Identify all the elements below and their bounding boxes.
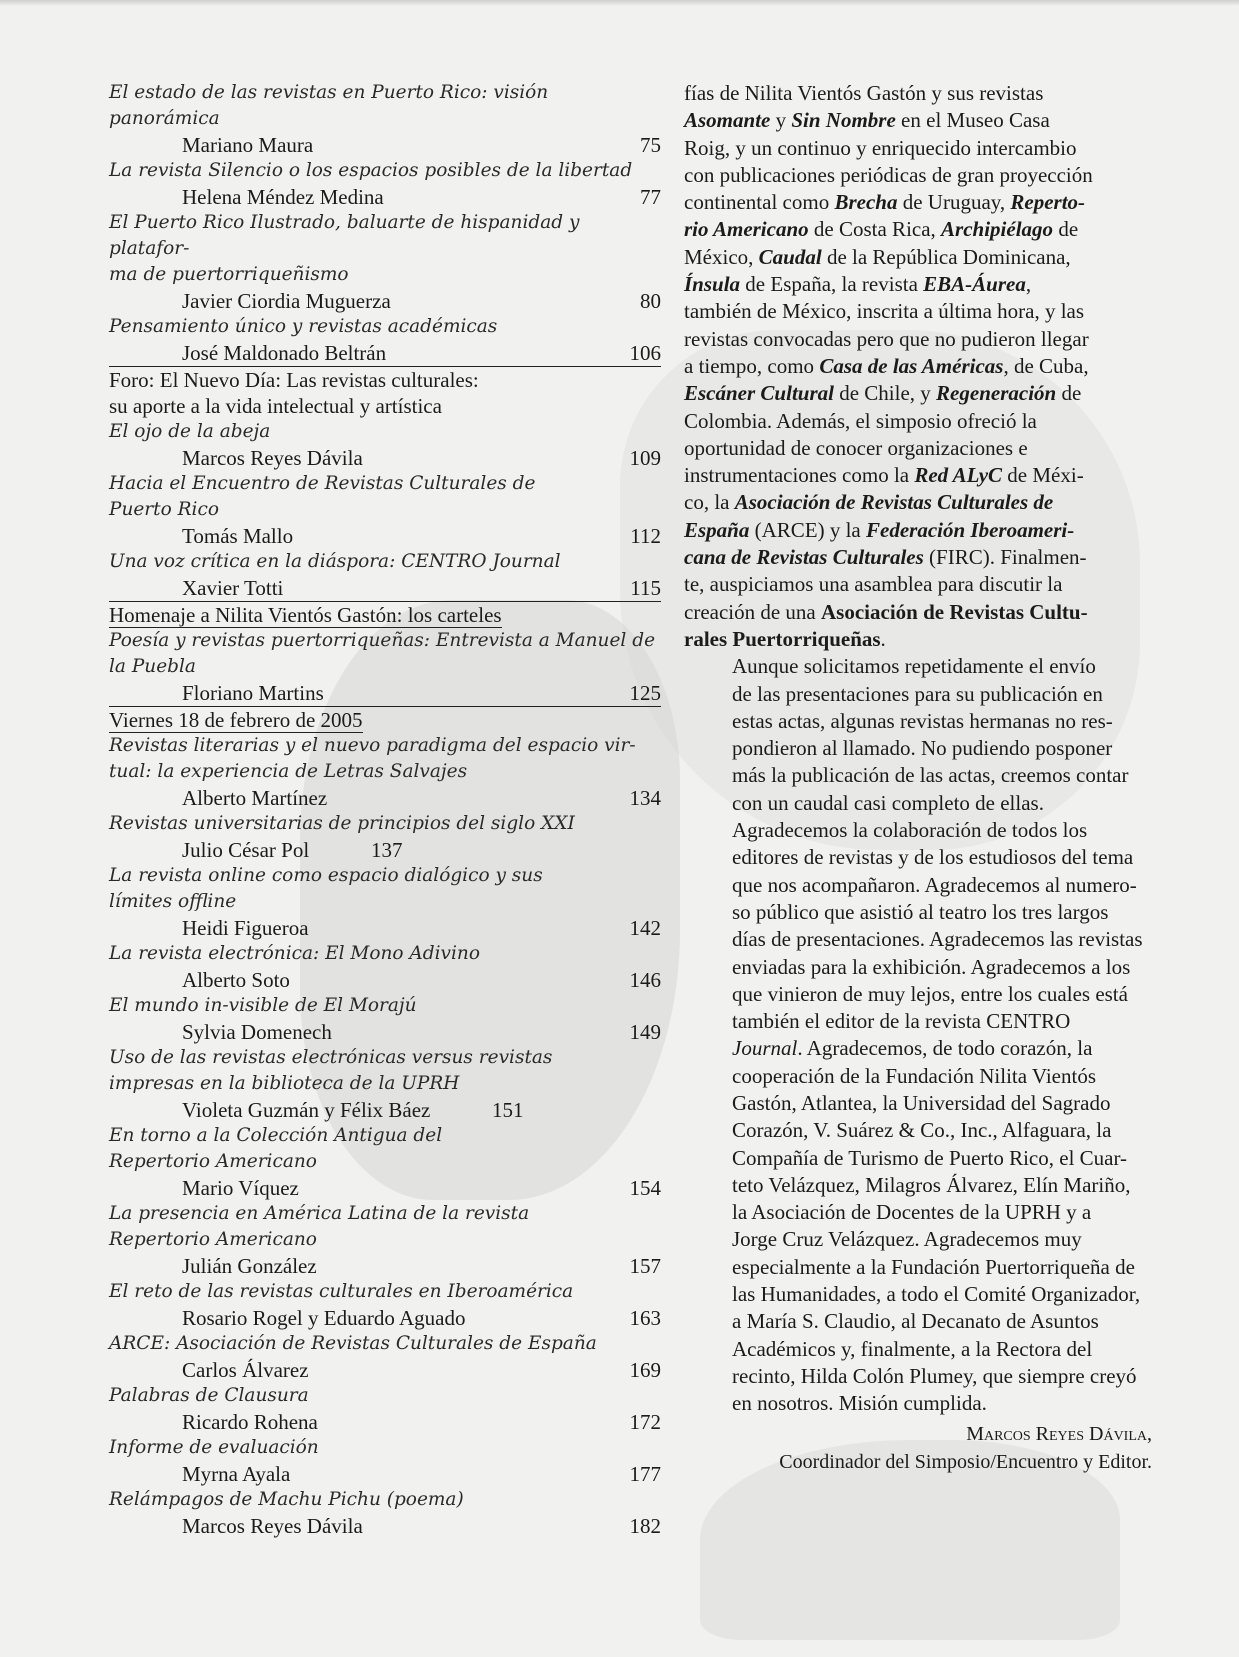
- body-line: Jorge Cruz Velázquez. Agradecemos muy: [732, 1227, 1082, 1252]
- toc-entry-author: José Maldonado Beltrán: [182, 341, 387, 365]
- toc-entry-line: [109, 785, 661, 811]
- toc-entry-page: 151: [492, 1098, 524, 1122]
- toc-entry-page: 149: [629, 1020, 661, 1044]
- toc-entry-line: [109, 1019, 661, 1045]
- toc-entry-author: Julio César Pol: [182, 838, 310, 862]
- page-top-edge: [0, 0, 1239, 6]
- toc-entry-page: 112: [630, 524, 661, 548]
- toc-entry-title: En torno a la Colección Antigua del: [109, 1125, 443, 1146]
- toc-section-heading: [109, 707, 661, 733]
- toc-entry-line: [109, 967, 661, 993]
- body-line: revistas convocadas pero que no pudieron llegar: [684, 326, 1089, 351]
- body-paragraph: [684, 653, 1160, 817]
- body-line: España (ARCE) y la Federación Iberoameri-: [684, 517, 1075, 542]
- toc-entry-author: Ricardo Rohena: [182, 1410, 318, 1434]
- toc-entry-page: 172: [629, 1410, 661, 1434]
- toc-entry-author: Tomás Mallo: [182, 524, 294, 548]
- signature-name: Marcos Reyes Dávila,: [966, 1423, 1152, 1445]
- toc-entry-title: Hacia el Encuentro de Revistas Culturales de: [109, 473, 536, 494]
- toc-entry-line: [109, 837, 661, 863]
- toc-entry-title: El reto de las revistas culturales en Iberoamérica: [109, 1281, 574, 1302]
- toc-entry-page: 106: [629, 341, 661, 365]
- body-line: de las presentaciones para su publicación en: [732, 681, 1103, 706]
- body-line: creación de una Asociación de Revistas Cultu-: [684, 599, 1088, 624]
- toc-entry-author: Floriano Martins: [182, 681, 324, 705]
- toc-entry-author: Heidi Figueroa: [182, 916, 309, 940]
- toc-entry-line: [109, 680, 661, 707]
- body-line: a tiempo, como Casa de las Américas, de Cuba,: [684, 353, 1089, 378]
- toc-section-text: Foro: El Nuevo Día: Las revistas culturales:: [109, 368, 479, 392]
- toc-entry-author: Sylvia Domenech: [182, 1020, 332, 1044]
- toc-entry-author: Julián González: [182, 1254, 317, 1278]
- toc-entry-line: [109, 1097, 661, 1123]
- toc-entry-page: 134: [629, 786, 661, 810]
- body-line: con publicaciones periódicas de gran proyección: [684, 162, 1093, 187]
- toc-entry-title: ARCE: Asociación de Revistas Culturales de España: [109, 1333, 597, 1354]
- body-line: Corazón, V. Suárez & Co., Inc., Alfaguara, la: [732, 1118, 1112, 1143]
- toc-entry-title: la Puebla: [109, 656, 196, 677]
- body-line: te, auspiciamos una asamblea para discutir la: [684, 572, 1063, 597]
- signature-role: Coordinador del Simposio/Encuentro y Editor.: [779, 1451, 1152, 1473]
- body-line: Ínsula de España, la revista EBA-Áurea,: [684, 272, 1032, 297]
- toc-entry-title: Informe de evaluación: [109, 1437, 319, 1458]
- toc-entry-author: Myrna Ayala: [182, 1462, 291, 1486]
- body-line: fías de Nilita Vientós Gastón y sus revistas: [684, 81, 1044, 105]
- body-line: Roig, y un continuo y enriquecido intercambio: [684, 135, 1077, 160]
- toc-entry-author: Xavier Totti: [182, 576, 284, 600]
- toc-entry-title: Palabras de Clausura: [109, 1385, 309, 1406]
- body-line: Journal. Agradecemos, de todo corazón, la: [732, 1036, 1093, 1061]
- toc-entry-line: [109, 1175, 661, 1201]
- toc-entry-title: ma de puertorriqueñismo: [109, 264, 349, 285]
- toc-entry-page: 80: [640, 289, 661, 313]
- toc-entry-title: El Puerto Rico Ilustrado, baluarte de hispanidad y platafor-: [109, 212, 580, 259]
- toc-section-heading: [109, 393, 661, 419]
- body-line: editores de revistas y de los estudiosos del tema: [732, 845, 1134, 870]
- toc-entry-author: Violeta Guzmán y Félix Báez: [182, 1098, 431, 1122]
- toc-entry-title: La revista online como espacio dialógico y sus: [109, 865, 543, 886]
- toc-entry-title: tual: la experiencia de Letras Salvajes: [109, 761, 468, 782]
- toc-entry-author: Marcos Reyes Dávila: [182, 446, 363, 470]
- toc-entry-line: [109, 915, 661, 941]
- body-line: con un caudal casi completo de ellas.: [732, 790, 1044, 815]
- toc-entry-title: Relámpagos de Machu Pichu (poema): [109, 1489, 464, 1510]
- body-line: Colombia. Además, el simposio ofreció la: [684, 408, 1037, 433]
- toc-entry-page: 137: [371, 838, 403, 862]
- toc-entry-author: Alberto Soto: [182, 968, 290, 992]
- toc-entry-title: La revista Silencio o los espacios posibles de la libertad: [109, 160, 633, 181]
- toc-entry-author: Helena Méndez Medina: [182, 185, 384, 209]
- toc-entry-line: [109, 1461, 661, 1487]
- body-line: rio Americano de Costa Rica, Archipiélago de: [684, 217, 1079, 242]
- toc-entry-line: [109, 1305, 661, 1331]
- body-line: pondieron al llamado. No pudiendo posponer: [732, 736, 1113, 761]
- toc-entry-title: Revistas literarias y el nuevo paradigma del espacio vir-: [109, 735, 636, 756]
- body-text: [684, 80, 1160, 1418]
- toc-entry-title: impresas en la biblioteca de la UPRH: [109, 1073, 460, 1094]
- body-line: co, la Asociación de Revistas Culturales de: [684, 490, 1054, 515]
- body-line: Asomante y Sin Nombre en el Museo Casa: [684, 108, 1050, 133]
- toc-entry-line: [109, 1409, 661, 1435]
- body-line: Aunque solicitamos repetidamente el envío: [732, 654, 1096, 679]
- toc-entry-line: [109, 575, 661, 602]
- toc-entry-title: Repertorio Americano: [109, 1151, 317, 1172]
- toc-entry-line: [109, 184, 661, 210]
- toc-entry-page: 125: [629, 681, 661, 705]
- toc-entry-author: Rosario Rogel y Eduardo Aguado: [182, 1306, 466, 1330]
- toc-entry-page: 146: [629, 968, 661, 992]
- toc-section-heading: [109, 602, 661, 628]
- body-line: también el editor de la revista CENTRO: [732, 1009, 1071, 1034]
- toc-section-heading: [109, 367, 661, 393]
- toc-entry-page: 115: [630, 576, 661, 600]
- toc-entry-page: 75: [640, 133, 661, 157]
- body-line: teto Velázquez, Milagros Álvarez, Elín Mariño,: [732, 1172, 1131, 1197]
- toc-entry-title: La revista electrónica: El Mono Adivino: [109, 943, 480, 964]
- body-line: días de presentaciones. Agradecemos las revistas: [732, 927, 1143, 952]
- toc-entry-page: 169: [629, 1358, 661, 1382]
- toc-entry-line: [109, 523, 661, 549]
- body-line: especialmente a la Fundación Puertorriqueña de: [732, 1254, 1135, 1279]
- toc-entry-title: El ojo de la abeja: [109, 421, 271, 442]
- toc-entry-title: Una voz crítica en la diáspora: CENTRO Journal: [109, 551, 561, 572]
- table-of-contents: [109, 80, 661, 1539]
- toc-entry-line: [109, 1513, 661, 1539]
- body-line: Agradecemos la colaboración de todos los: [732, 818, 1088, 843]
- body-line: continental como Brecha de Uruguay, Reperto-: [684, 190, 1086, 215]
- toc-entry-author: Carlos Álvarez: [182, 1358, 309, 1382]
- toc-entry-page: 142: [629, 916, 661, 940]
- body-line: Escáner Cultural de Chile, y Regeneración de: [684, 381, 1082, 406]
- toc-section-text: Viernes 18 de febrero de 2005: [109, 708, 363, 732]
- body-line: estas actas, algunas revistas hermanas no res-: [732, 708, 1113, 733]
- toc-entry-page: 177: [629, 1462, 661, 1486]
- toc-entry-title: Revistas universitarias de principios del siglo XXI: [109, 813, 575, 834]
- body-line: que vinieron de muy lejos, entre los cuales está: [732, 981, 1128, 1006]
- body-line: México, Caudal de la República Dominicana,: [684, 244, 1071, 269]
- body-line: recinto, Hilda Colón Plumey, que siempre creyó: [732, 1363, 1137, 1388]
- toc-entry-title: Pensamiento único y revistas académicas: [109, 316, 498, 337]
- body-line: cana de Revistas Culturales (FIRC). Finalmen-: [684, 545, 1087, 570]
- toc-entry-line: [109, 445, 661, 471]
- toc-entry-title: El estado de las revistas en Puerto Rico: visión: [109, 82, 549, 103]
- toc-entry-page: 109: [629, 446, 661, 470]
- toc-section-text: su aporte a la vida intelectual y artística: [109, 394, 442, 418]
- toc-entry-title: Repertorio Americano: [109, 1229, 317, 1250]
- toc-entry-author: Marcos Reyes Dávila: [182, 1514, 363, 1538]
- body-line: Académicos y, finalmente, a la Rectora del: [732, 1336, 1093, 1361]
- body-line: también de México, inscrita a última hora, y las: [684, 299, 1085, 324]
- toc-entry-author: Alberto Martínez: [182, 786, 328, 810]
- toc-entry-title: El mundo in-visible de El Morajú: [109, 995, 417, 1016]
- toc-entry-page: 182: [629, 1514, 661, 1538]
- toc-entry-page: 163: [629, 1306, 661, 1330]
- body-paragraph: [684, 80, 1160, 653]
- body-line: Compañía de Turismo de Puerto Rico, el Cuar-: [732, 1145, 1128, 1170]
- body-line: en nosotros. Misión cumplida.: [732, 1391, 987, 1416]
- body-line: más la publicación de las actas, creemos contar: [732, 763, 1129, 788]
- toc-entry-author: Javier Ciordia Muguerza: [182, 289, 391, 313]
- body-line: oportunidad de conocer organizaciones e: [684, 435, 1028, 460]
- toc-entry-line: [109, 340, 661, 367]
- toc-entry-title: Puerto Rico: [109, 499, 219, 520]
- body-line: cooperación de la Fundación Nilita Vientós: [732, 1063, 1097, 1088]
- toc-entry-page: 157: [629, 1254, 661, 1278]
- body-line: que nos acompañaron. Agradecemos al numero-: [732, 872, 1137, 897]
- toc-entry-title: Uso de las revistas electrónicas versus revistas: [109, 1047, 553, 1068]
- toc-entry-author: Mario Víquez: [182, 1176, 299, 1200]
- toc-entry-title: panorámica: [109, 108, 220, 129]
- body-line: la Asociación de Docentes de la UPRH y a: [732, 1200, 1092, 1225]
- toc-entry-title: Poesía y revistas puertorriqueñas: Entrevista a Manuel de: [109, 630, 656, 651]
- toc-entry-page: 77: [640, 185, 661, 209]
- toc-entry-title: La presencia en América Latina de la revista: [109, 1203, 530, 1224]
- body-line: rales Puertorriqueñas.: [684, 626, 886, 651]
- body-line: Gastón, Atlantea, la Universidad del Sagrado: [732, 1090, 1111, 1115]
- toc-entry-author: Mariano Maura: [182, 133, 314, 157]
- body-line: so público que asistió al teatro los tres largos: [732, 899, 1109, 924]
- body-line: las Humanidades, a todo el Comité Organizador,: [732, 1282, 1141, 1307]
- toc-entry-line: [109, 1253, 661, 1279]
- signature: [684, 1420, 1152, 1476]
- body-paragraph: [684, 817, 1160, 1418]
- toc-entry-line: [109, 288, 661, 314]
- body-line: a María S. Claudio, al Decanato de Asuntos: [732, 1309, 1099, 1334]
- toc-section-text: Homenaje a Nilita Vientós Gastón: los carteles: [109, 603, 502, 627]
- toc-entry-page: 154: [629, 1176, 661, 1200]
- toc-entry-line: [109, 132, 661, 158]
- body-line: instrumentaciones como la Red ALyC de Méxi-: [684, 463, 1084, 488]
- body-line: enviadas para la exhibición. Agradecemos a los: [732, 954, 1131, 979]
- toc-entry-title: límites offline: [109, 891, 237, 912]
- toc-entry-line: [109, 1357, 661, 1383]
